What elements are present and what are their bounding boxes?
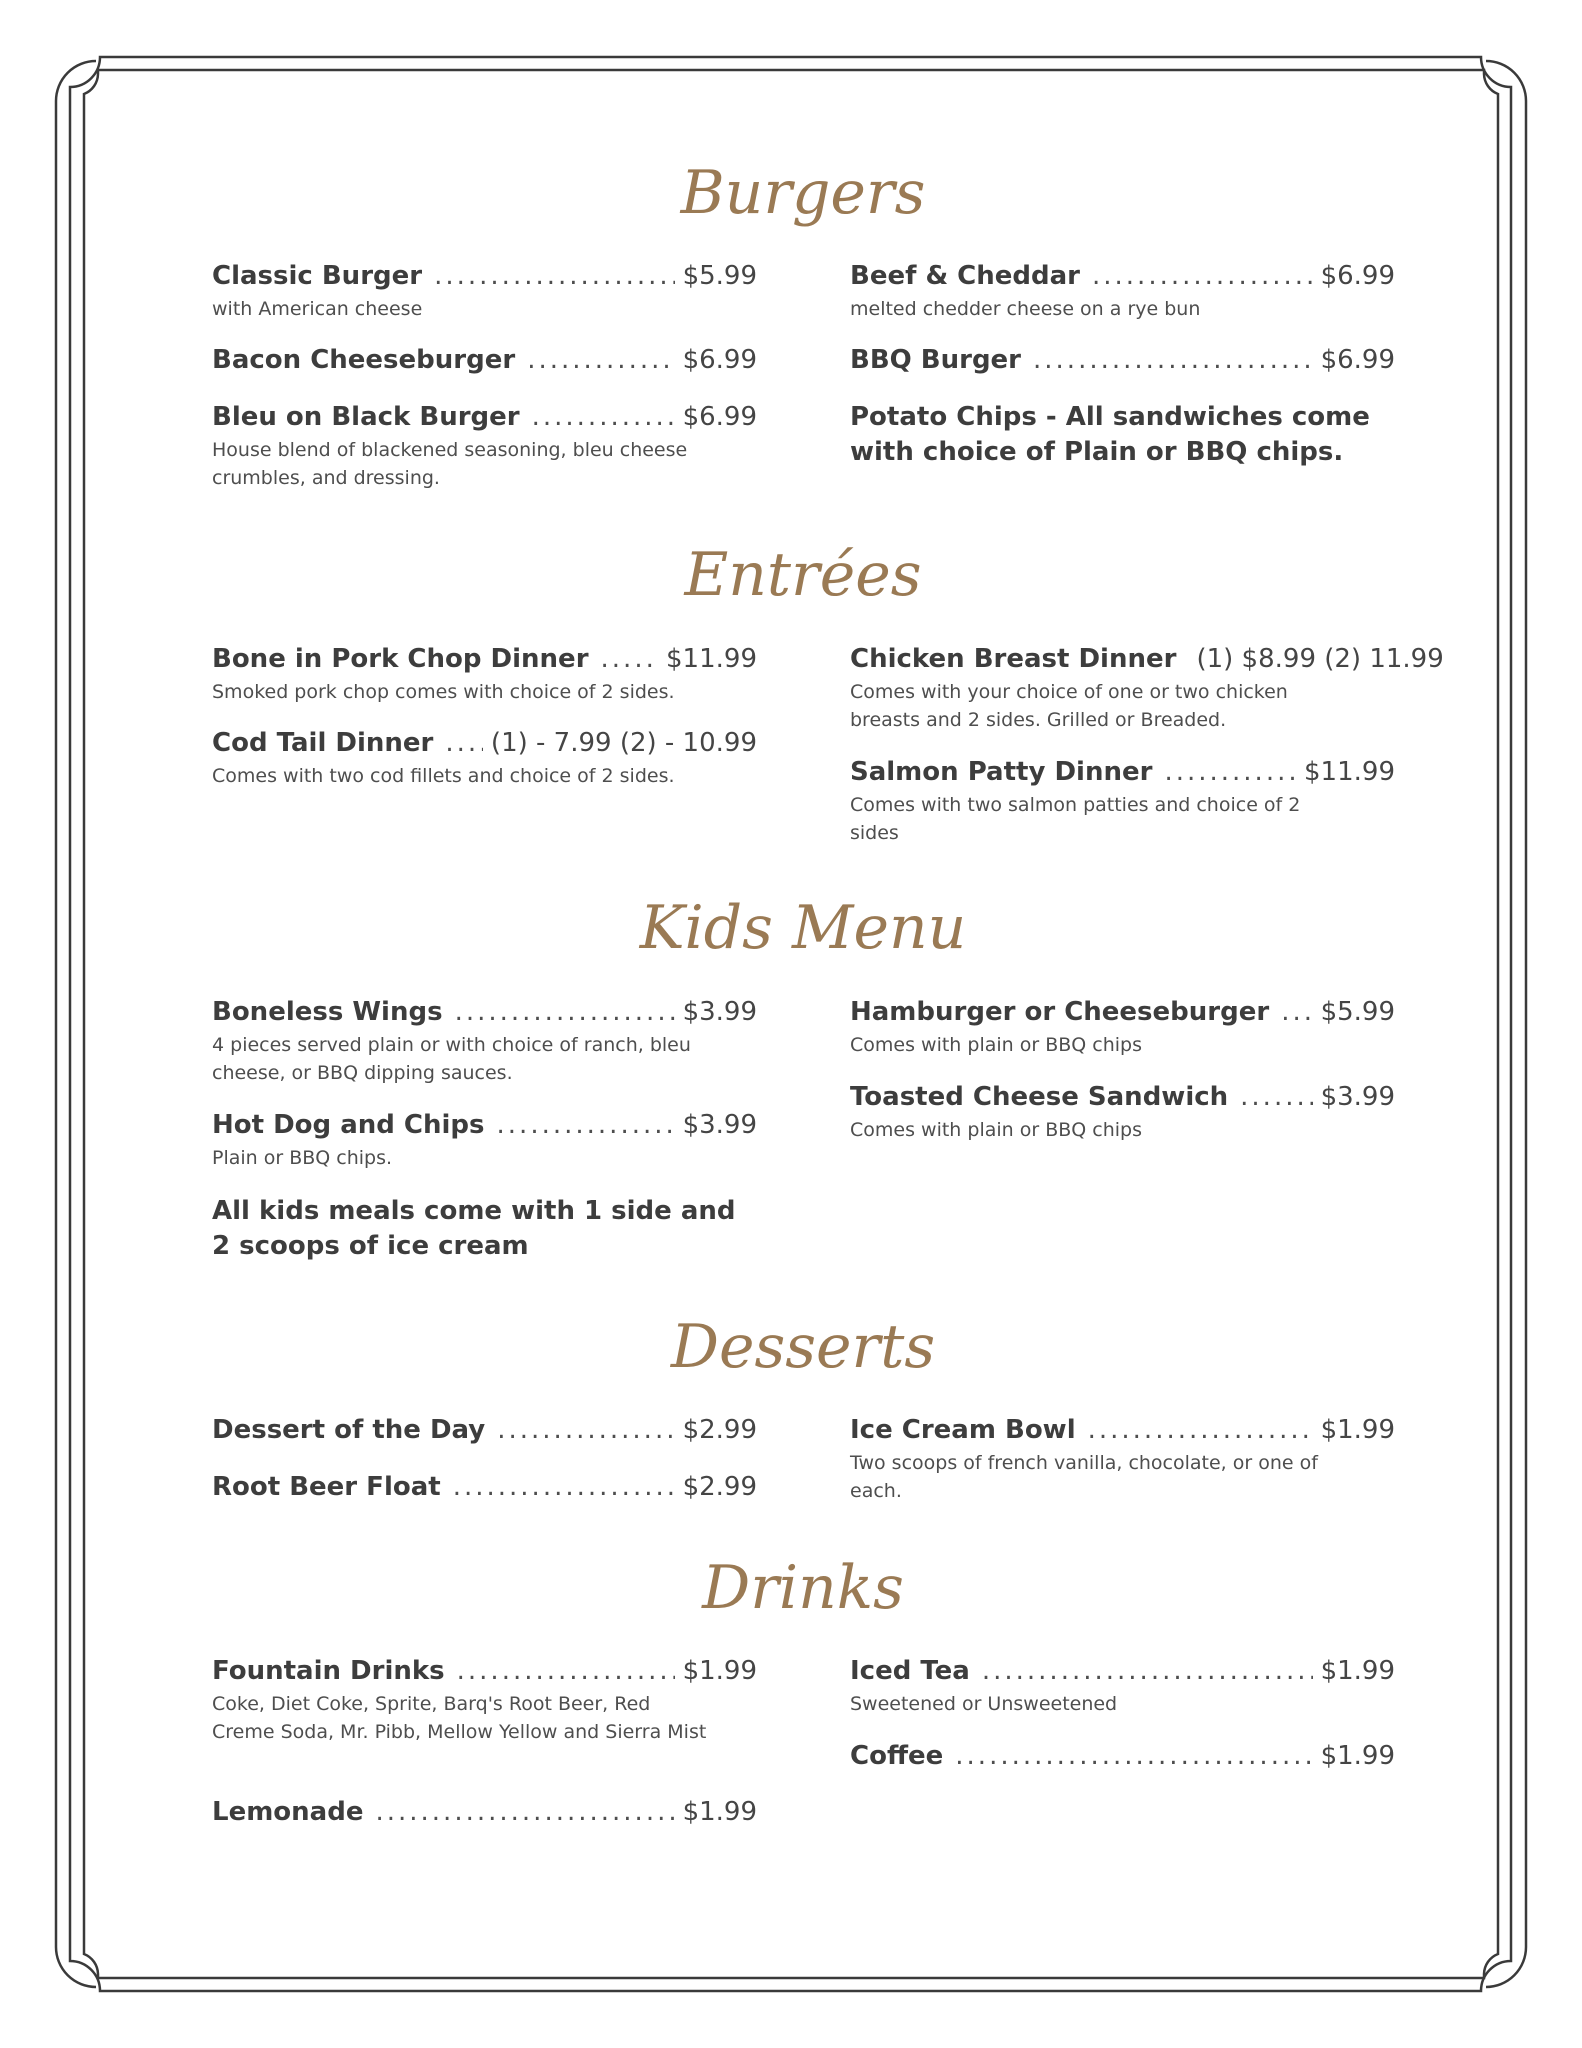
- menu-item-hot-dog: [212, 1108, 757, 1172]
- item-description: Sweetened or Unsweetened: [850, 1693, 1118, 1715]
- item-name: Lemonade: [212, 1797, 364, 1827]
- dot-leader: [453, 1470, 675, 1504]
- menu-item-ice-cream-bowl: [850, 1413, 1395, 1505]
- item-description: Comes with plain or BBQ chips: [850, 1034, 1142, 1056]
- item-price: $1.99: [682, 1797, 757, 1827]
- item-price: $1.99: [682, 1656, 757, 1686]
- item-description: Comes with two salmon patties and choice of 2 sides: [850, 794, 1301, 844]
- item-name: BBQ Burger: [850, 345, 1022, 375]
- item-price: $5.99: [682, 261, 757, 291]
- item-name: Toasted Cheese Sandwich: [850, 1082, 1229, 1112]
- menu-item-bacon-cheeseburger: [212, 343, 757, 377]
- item-price: $1.99: [1320, 1415, 1395, 1445]
- item-name: Ice Cream Bowl: [850, 1415, 1076, 1445]
- item-description: Comes with two cod fillets and choice of 2 sides.: [212, 765, 675, 787]
- menu-item-cod-tail: [212, 726, 757, 790]
- item-name: Boneless Wings: [212, 997, 443, 1027]
- item-description: 4 pieces served plain or with choice of ranch, bleu cheese, or BBQ dipping sauces.: [212, 1034, 691, 1084]
- dot-leader: [1164, 755, 1296, 789]
- dot-leader: [1088, 1413, 1313, 1447]
- item-price: (1) $8.99 (2) 11.99: [1196, 644, 1444, 674]
- menu-item-salmon-patty: [850, 755, 1395, 847]
- item-name: Bleu on Black Burger: [212, 402, 520, 432]
- section-title-drinks: Drinks: [702, 1553, 904, 1623]
- section-title-burgers: Burgers: [680, 158, 926, 228]
- section-title-desserts: Desserts: [670, 1312, 936, 1382]
- dot-leader: [1092, 259, 1313, 293]
- dot-leader: [1033, 343, 1313, 377]
- menu-item-bleu-on-black: [212, 400, 757, 492]
- item-name: Cod Tail Dinner: [212, 728, 434, 758]
- item-name: Bone in Pork Chop Dinner: [212, 644, 589, 674]
- item-price: $1.99: [1320, 1741, 1395, 1771]
- item-price: $3.99: [682, 997, 757, 1027]
- note-text: All kids meals come with 1 side and 2 scoops of ice cream: [212, 1196, 736, 1261]
- item-description: Comes with your choice of one or two chicken breasts and 2 sides. Grilled or Breaded.: [850, 681, 1288, 731]
- menu-item-classic-burger: [212, 259, 757, 323]
- item-description: melted chedder cheese on a rye bun: [850, 298, 1201, 320]
- item-description: Comes with plain or BBQ chips: [850, 1119, 1142, 1141]
- menu-item-pork-chop: [212, 642, 757, 706]
- menu-item-beef-cheddar: [850, 259, 1395, 323]
- dot-leader: [532, 400, 675, 434]
- item-price: $6.99: [682, 402, 757, 432]
- item-price: $5.99: [1320, 997, 1395, 1027]
- item-name: Classic Burger: [212, 261, 423, 291]
- item-name: Beef & Cheddar: [850, 261, 1080, 291]
- item-name: Hamburger or Cheeseburger: [850, 997, 1270, 1027]
- item-price: $2.99: [682, 1472, 757, 1502]
- item-price: $2.99: [682, 1415, 757, 1445]
- item-name: Hot Dog and Chips: [212, 1110, 485, 1140]
- menu-item-dessert-of-the-day: [212, 1413, 757, 1447]
- item-name: Iced Tea: [850, 1656, 970, 1686]
- item-price: $11.99: [666, 644, 757, 674]
- item-price: $1.99: [1320, 1656, 1395, 1686]
- dot-leader: [375, 1795, 674, 1829]
- item-name: Root Beer Float: [212, 1472, 441, 1502]
- dot-leader: [434, 259, 674, 293]
- item-price: $6.99: [1320, 345, 1395, 375]
- chips-note: [850, 400, 1395, 470]
- dot-leader: [497, 1108, 675, 1142]
- menu-item-iced-tea: [850, 1654, 1395, 1718]
- menu-item-toasted-cheese: [850, 1080, 1395, 1144]
- item-name: Coffee: [850, 1741, 944, 1771]
- dot-leader: [527, 343, 674, 377]
- menu-content: [212, 0, 1444, 2048]
- dot-leader: [445, 726, 483, 760]
- menu-item-boneless-wings: [212, 995, 757, 1087]
- dot-leader: [457, 1654, 675, 1688]
- item-description: House blend of blackened seasoning, bleu cheese crumbles, and dressing.: [212, 439, 688, 489]
- menu-item-fountain-drinks: [212, 1654, 757, 1746]
- note-text: Potato Chips - All sandwiches come with choice of Plain or BBQ chips.: [850, 402, 1370, 467]
- section-title-entrees: Entrées: [684, 540, 922, 610]
- item-name: Bacon Cheeseburger: [212, 345, 516, 375]
- section-title-kids-menu: Kids Menu: [639, 893, 967, 963]
- item-description: Plain or BBQ chips.: [212, 1147, 393, 1169]
- item-name: Dessert of the Day: [212, 1415, 486, 1445]
- item-price: $6.99: [682, 345, 757, 375]
- menu-item-bbq-burger: [850, 343, 1395, 377]
- dot-leader: [1281, 995, 1312, 1029]
- item-description: Coke, Diet Coke, Sprite, Barq's Root Beer, Red Creme Soda, Mr. Pibb, Mellow Yellow and Sierra Mist: [212, 1693, 707, 1743]
- item-name: Chicken Breast Dinner: [850, 644, 1177, 674]
- item-price: $3.99: [1320, 1082, 1395, 1112]
- dot-leader: [1240, 1080, 1312, 1114]
- item-price: $11.99: [1304, 757, 1395, 787]
- dot-leader: [982, 1654, 1313, 1688]
- kids-meal-note: [212, 1194, 757, 1264]
- item-description: Smoked pork chop comes with choice of 2 sides.: [212, 681, 675, 703]
- item-name: Fountain Drinks: [212, 1656, 445, 1686]
- dot-leader: [497, 1413, 674, 1447]
- dot-leader: [455, 995, 675, 1029]
- menu-item-root-beer-float: [212, 1470, 757, 1504]
- menu-item-chicken-breast: [850, 642, 1444, 734]
- menu-item-hamburger-cheeseburger: [850, 995, 1395, 1059]
- item-name: Salmon Patty Dinner: [850, 757, 1153, 787]
- item-price: (1) - 7.99 (2) - 10.99: [490, 728, 757, 758]
- item-description: with American cheese: [212, 298, 423, 320]
- dot-leader: [601, 642, 658, 676]
- menu-item-coffee: [850, 1739, 1395, 1773]
- menu-item-lemonade: [212, 1795, 757, 1829]
- item-description: Two scoops of french vanilla, chocolate, or one of each.: [850, 1452, 1318, 1502]
- item-price: $3.99: [682, 1110, 757, 1140]
- dot-leader: [955, 1739, 1312, 1773]
- item-price: $6.99: [1320, 261, 1395, 291]
